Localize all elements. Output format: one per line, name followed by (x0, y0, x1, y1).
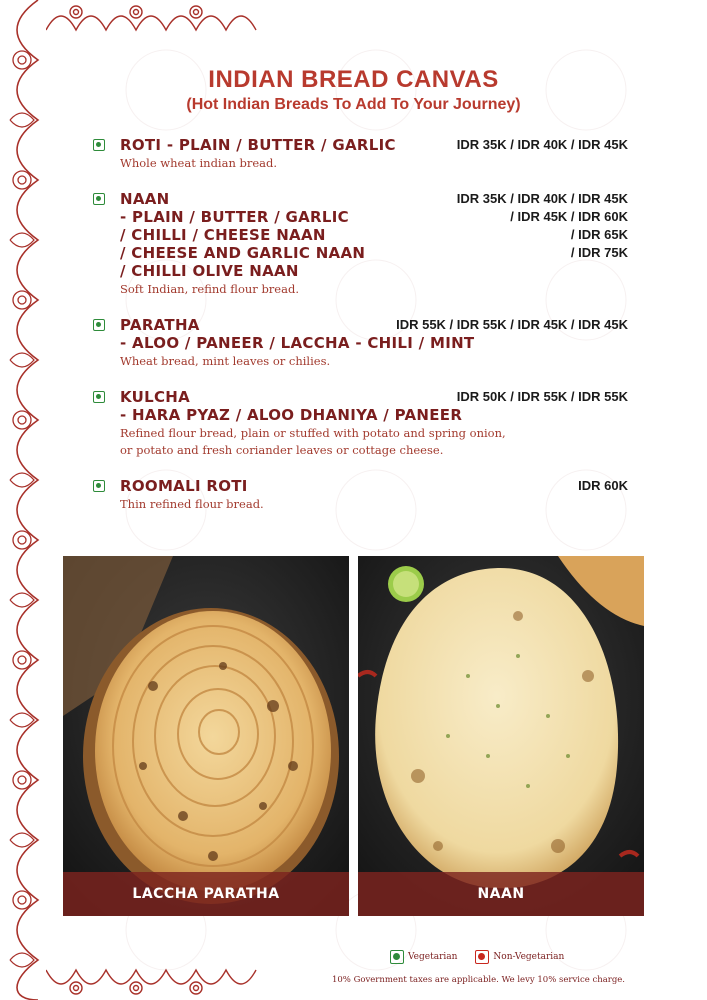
decorative-left-border (0, 0, 46, 1000)
non-vegetarian-icon (475, 950, 489, 964)
laccha-paratha-illustration-icon (63, 556, 349, 916)
item-name-line: - PLAIN / BUTTER / GARLIC (120, 208, 349, 226)
ornament-pattern-icon (0, 0, 46, 1000)
menu-item-naan (93, 190, 628, 298)
item-price (578, 477, 628, 495)
menu-item-row (93, 136, 628, 154)
menu-item-row (93, 477, 628, 495)
item-description: Wheat bread, mint leaves or chilies. (120, 354, 331, 368)
item-price-line: / IDR 65K (570, 227, 628, 242)
item-price (396, 316, 628, 334)
legend-label: Non-Vegetarian (493, 952, 565, 962)
item-name-line: KULCHA (120, 388, 191, 406)
item-price-line: IDR 35K / IDR 40K / IDR 45K (456, 137, 628, 152)
decorative-top-band (46, 0, 261, 34)
item-price-line: / IDR 45K / IDR 60K (510, 209, 628, 224)
page-title: INDIAN BREAD CANVAS (208, 66, 499, 93)
vegetarian-icon (390, 950, 404, 964)
legend-label: Vegetarian (408, 952, 458, 962)
vegetarian-icon (93, 193, 105, 205)
menu-list (93, 136, 628, 531)
ornament-band-icon (46, 964, 261, 1000)
item-description: Soft Indian, refind flour bread. (120, 282, 299, 296)
menu-item-kulcha (93, 388, 628, 459)
item-description: Thin refined flour bread. (120, 497, 264, 511)
menu-header (46, 66, 661, 114)
decorative-bottom-band (46, 964, 261, 1000)
menu-item-row (93, 316, 628, 352)
item-name (120, 477, 248, 495)
item-price (457, 388, 628, 406)
item-name-line: / CHILLI OLIVE NAAN (120, 262, 299, 280)
item-name-line: - ALOO / PANEER / LACCHA - CHILI / MINT (120, 334, 475, 352)
item-price-line: / IDR 75K (570, 245, 628, 260)
menu-item-paratha (93, 316, 628, 370)
item-name (120, 190, 365, 280)
vegetarian-icon (93, 319, 105, 331)
item-price (457, 136, 628, 154)
item-price-line: IDR 60K (578, 478, 628, 493)
item-name-line: ROOMALI ROTI (120, 477, 248, 495)
item-name (120, 136, 396, 154)
page-subtitle: (Hot Indian Breads To Add To Your Journey) (186, 96, 521, 113)
legend-vegetarian (390, 950, 457, 964)
photo-caption: LACCHA PARATHA (63, 872, 349, 916)
menu-item-row (93, 190, 628, 280)
food-photos (63, 556, 644, 916)
item-name (120, 388, 462, 424)
item-name-line: / CHILLI / CHEESE NAAN (120, 226, 326, 244)
menu-item-roomali-roti (93, 477, 628, 513)
item-price-line: IDR 35K / IDR 40K / IDR 45K (456, 191, 628, 206)
item-description: Whole wheat indian bread. (120, 156, 278, 170)
item-name-line: / CHEESE AND GARLIC NAAN (120, 244, 366, 262)
item-name-line: ROTI - PLAIN / BUTTER / GARLIC (120, 136, 396, 154)
menu-item-row (93, 388, 628, 424)
vegetarian-icon (93, 480, 105, 492)
tax-footnote: 10% Government taxes are applicable. We levy 10% service charge. (331, 975, 625, 985)
menu-item-roti (93, 136, 628, 172)
item-name-line: - HARA PYAZ / ALOO DHANIYA / PANEER (120, 406, 463, 424)
legend-non-vegetarian (475, 950, 564, 964)
item-price-line: IDR 55K / IDR 55K / IDR 45K / IDR 45K (396, 317, 628, 332)
item-name-line: PARATHA (120, 316, 200, 334)
diet-legend (390, 950, 574, 964)
naan-illustration-icon (358, 556, 644, 916)
ornament-band-icon (46, 0, 261, 34)
photo-caption: NAAN (358, 872, 644, 916)
vegetarian-icon (93, 391, 105, 403)
laccha-paratha-photo (63, 556, 349, 916)
naan-photo (358, 556, 644, 916)
vegetarian-icon (93, 139, 105, 151)
item-name-line: NAAN (120, 190, 170, 208)
item-price-line: IDR 50K / IDR 55K / IDR 55K (456, 389, 628, 404)
item-description: Refined flour bread, plain or stuffed with potato and spring onion, or potato and fresh coriander leaves or cottage cheese. (120, 426, 506, 457)
item-price (457, 190, 628, 280)
